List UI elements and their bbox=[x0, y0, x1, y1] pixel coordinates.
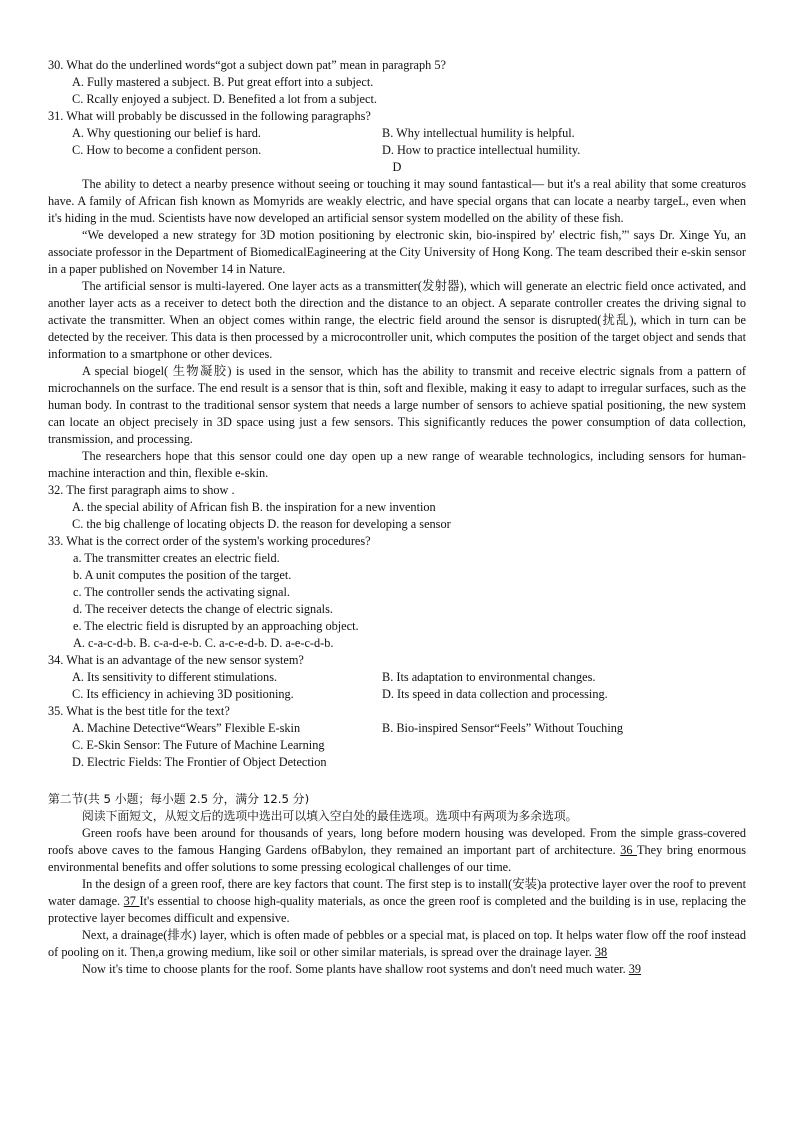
q35-option-a: A. Machine Detective“Wears” Flexible E-skin bbox=[72, 721, 301, 735]
blank-39: 39 bbox=[628, 962, 642, 976]
q31-option-d: D. How to practice intellectual humility. bbox=[382, 143, 581, 157]
q31-option-c: C. How to become a confident person. bbox=[72, 143, 262, 157]
q34-option-c: C. Its efficiency in achieving 3D positioning. bbox=[72, 687, 294, 701]
q35-option-c: C. E-Skin Sensor: The Future of Machine Learning bbox=[72, 738, 325, 752]
q33-options: A. c-a-c-d-b. B. c-a-d-e-b. C. a-c-e-d-b. D. a-e-c-d-b. bbox=[73, 636, 334, 650]
q30-options-ab: A. Fully mastered a subject. B. Put great effort into a subject. bbox=[72, 75, 374, 89]
passage-2-p4-text: Now it's time to choose plants for the roof. Some plants have shallow root systems and don't need much water. bbox=[82, 962, 626, 976]
passage-2-p2-text: In the design of a green roof, there are key factors that count. The first step is to install(安装)a protective layer over the roof to prevent water damage. bbox=[48, 877, 746, 908]
q35-option-d: D. Electric Fields: The Frontier of Object Detection bbox=[72, 755, 327, 769]
q34-option-d: D. Its speed in data collection and processing. bbox=[382, 687, 608, 701]
passage-2-p1-text: Green roofs have been around for thousands of years, long before modern housing was developed. From the simple grass-covered roofs above caves to the famous Hanging Gardens ofBabylon, they remained an important part of architecture. bbox=[48, 826, 746, 857]
q33-stem: 33. What is the correct order of the system's working procedures? bbox=[48, 534, 371, 548]
q31-option-a: A. Why questioning our belief is hard. bbox=[72, 126, 261, 140]
q31-options-row2 bbox=[48, 142, 746, 159]
q30-stem: 30. What do the underlined words“got a subject down pat” mean in paragraph 5? bbox=[48, 58, 446, 72]
blank-36: 36 bbox=[620, 843, 637, 857]
passage-d-paragraph-3: The artificial sensor is multi-layered. One layer acts as a transmitter(发射器), which will generate an electric field once activated, and another layer acts as a receiver to detect both the direction and the distance to an object. A separate controller creates the driving signal to activate the transmitter. When an object comes within range, the electric field around the sensor is disrupted(扰乱), which in turn can be detected by the receiver. This data is then processed by a microcontroller unit, which computes the position of the target object and sends that information to a smartphone or other devices. bbox=[48, 279, 746, 361]
q35-option-b: B. Bio-inspired Sensor“Feels” Without Touching bbox=[382, 721, 624, 735]
blank-37: 37 bbox=[123, 894, 140, 908]
q32-stem: 32. The first paragraph aims to show . bbox=[48, 483, 235, 497]
blank-38: 38 bbox=[594, 945, 608, 959]
q34-options-row2 bbox=[48, 686, 746, 703]
q33-step-b: b. A unit computes the position of the target. bbox=[73, 568, 292, 582]
q35-stem: 35. What is the best title for the text? bbox=[48, 704, 230, 718]
section-d-label: D bbox=[392, 160, 402, 174]
q33-step-d: d. The receiver detects the change of electric signals. bbox=[73, 602, 333, 616]
q32-options-ab: A. the special ability of African fish B. the inspiration for a new invention bbox=[72, 500, 436, 514]
exam-page bbox=[48, 57, 746, 978]
q30-options-cd: C. Rcally enjoyed a subject. D. Benefited a lot from a subject. bbox=[72, 92, 377, 106]
q32-options-cd: C. the big challenge of locating objects D. the reason for developing a sensor bbox=[72, 517, 451, 531]
passage-d-paragraph-1: The ability to detect a nearby presence without seeing or touching it may sound fantastical— but it's a real ability that some creaturos have. A family of African fish known as Momyrids are weakly electric, and have special organs that can locate a nearby targeL, even when it's hiding in the mud. Scientists have now developed an artificial sensor system modelled on the ability of these fish. bbox=[48, 177, 746, 225]
passage-d-paragraph-4: A special biogel( 生物凝胶) is used in the sensor, which has the ability to transmit and receive electric signals from a pattern of microchannels on the surface. The end result is a sensor that is thin, soft and flexible, making it easy to adapt to irregular surfaces, such as the human body. In contrast to the traditional sensor system that needs a large number of sensors to achieve spatial positioning, the new system can locate an object precisely in 3D space using just a few sensors. This significantly reduces the power consumption of data collection, transmission, and processing. bbox=[48, 364, 746, 446]
section-gap bbox=[48, 771, 746, 791]
passage-2-p2-text-after: It's essential to choose high-quality materials, as once the green roof is completed and the building is in use, replacing the protective layer becomes difficult and expensive. bbox=[48, 894, 746, 925]
q31-option-b: B. Why intellectual humility is helpful. bbox=[382, 126, 575, 140]
passage-2-p1-text-after: They bring enormous environmental benefits and offer solutions to some pressing ecological challenges of our time. bbox=[48, 843, 747, 874]
passage-2-paragraph-3 bbox=[48, 927, 746, 961]
q33-step-e: e. The electric field is disrupted by an approaching object. bbox=[73, 619, 359, 633]
q31-stem: 31. What will probably be discussed in the following paragraphs? bbox=[48, 109, 371, 123]
passage-2-paragraph-1 bbox=[48, 825, 746, 876]
passage-d-paragraph-2: “We developed a new strategy for 3D motion positioning by electronic skin, bio-inspired by' electric fish,”' says Dr. Xinge Yu, an associate professor in the Department of BiomedicalEagineering at the City University of Hong Kong. The team described their e-skin sensor in a paper published on November 14 in Nature. bbox=[48, 228, 746, 276]
section-2-instruction: 阅读下面短文，从短文后的选项中选出可以填入空白处的最佳选项。选项中有两项为多余选项。 bbox=[82, 809, 578, 823]
q33-step-c: c. The controller sends the activating signal. bbox=[73, 585, 290, 599]
q31-options-row1 bbox=[48, 125, 746, 142]
q34-options-row1 bbox=[48, 669, 746, 686]
passage-2-paragraph-2 bbox=[48, 876, 746, 927]
q34-stem: 34. What is an advantage of the new sensor system? bbox=[48, 653, 304, 667]
passage-d-paragraph-5: The researchers hope that this sensor could one day open up a new range of wearable technologics, including sensors for human-machine interaction and thin, flexible e-skin. bbox=[48, 449, 746, 480]
q34-option-a: A. Its sensitivity to different stimulations. bbox=[72, 670, 278, 684]
q35-options-row1 bbox=[48, 720, 746, 737]
q33-step-a: a. The transmitter creates an electric field. bbox=[73, 551, 280, 565]
q34-option-b: B. Its adaptation to environmental changes. bbox=[382, 670, 596, 684]
passage-2-p3-text: Next, a drainage(排水) layer, which is often made of pebbles or a special mat, is placed on top. It helps water flow off the roof instead of pooling on it. Then,a growing medium, like soil or other similar materials, is spread over the drainage layer. bbox=[48, 928, 746, 959]
section-2-heading: 第二节(共 5 小题；每小题 2.5 分，满分 12.5 分) bbox=[48, 792, 310, 806]
passage-2-paragraph-4 bbox=[48, 961, 746, 978]
